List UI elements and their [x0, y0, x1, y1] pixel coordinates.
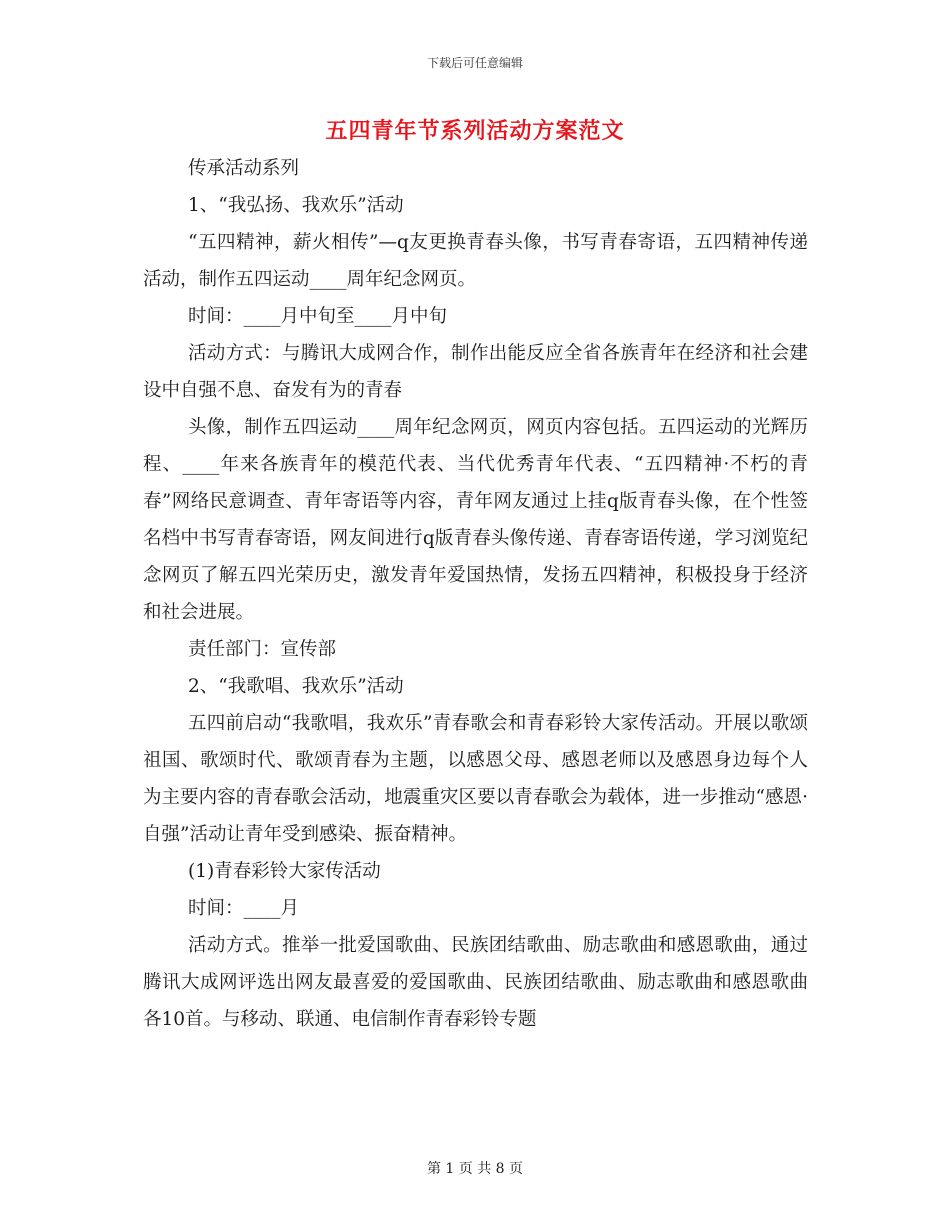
paragraph: “五四精神，薪火相传”—q友更换青春头像，书写青春寄语，五四精神传递活动，制作五四运动____周年纪念网页。 [143, 232, 808, 290]
paragraph: 头像，制作五四运动____周年纪念网页，网页内容包括。五四运动的光辉历程、____年来各族青年的模范代表、当代优秀青年代表、“五四精神·不朽的青春”网络民意调查、青年寄语等内容，青年网友通过上挂q版青春头像，在个性签名档中书写青春寄语，网友间进行q版青春头像传递、青春寄语传递，学习浏览纪念网页了解五四光荣历史，激发青年爱国热情，发扬五四精神，积极投身于经济和社会进展。 [143, 417, 808, 623]
time-line: 时间：____月 [188, 898, 300, 919]
responsible-department: 责任部门：宣传部 [188, 639, 337, 660]
page-header-note: 下载后可任意编辑 [426, 56, 523, 70]
section-heading: 传承活动系列 [188, 158, 300, 179]
paragraph: 活动方式：与腾讯大成网合作，制作出能反应全省各族青年在经济和社会建设中自强不息、奋发有为的青春 [143, 343, 808, 401]
paragraph: 五四前启动“我歌唱，我欢乐”青春歌会和青春彩铃大家传活动。开展以歌颂祖国、歌颂时代、歌颂青春为主题，以感恩父母、感恩老师以及感恩身边每个人为主要内容的青春歌会活动，地震重灾区要以青春歌会为载体，进一步推动“感恩·自强”活动让青年受到感染、振奋精神。 [143, 713, 808, 845]
page-footer: 第 1 页 共 8 页 [426, 1161, 524, 1177]
time-line: 时间：____月中旬至____月中旬 [188, 306, 448, 327]
document-title: 五四青年节系列活动方案范文 [325, 118, 625, 144]
activity-heading: 1、“我弘扬、我欢乐”活动 [188, 195, 404, 216]
sub-activity-heading: (1)青春彩铃大家传活动 [188, 861, 381, 882]
document-body [143, 150, 808, 1038]
paragraph: 活动方式。推举一批爱国歌曲、民族团结歌曲、励志歌曲和感恩歌曲，通过腾讯大成网评选出网友最喜爱的爱国歌曲、民族团结歌曲、励志歌曲和感恩歌曲各10首。与移动、联通、电信制作青春彩铃专题 [143, 935, 808, 1030]
activity-heading: 2、“我歌唱、我欢乐”活动 [188, 676, 404, 697]
